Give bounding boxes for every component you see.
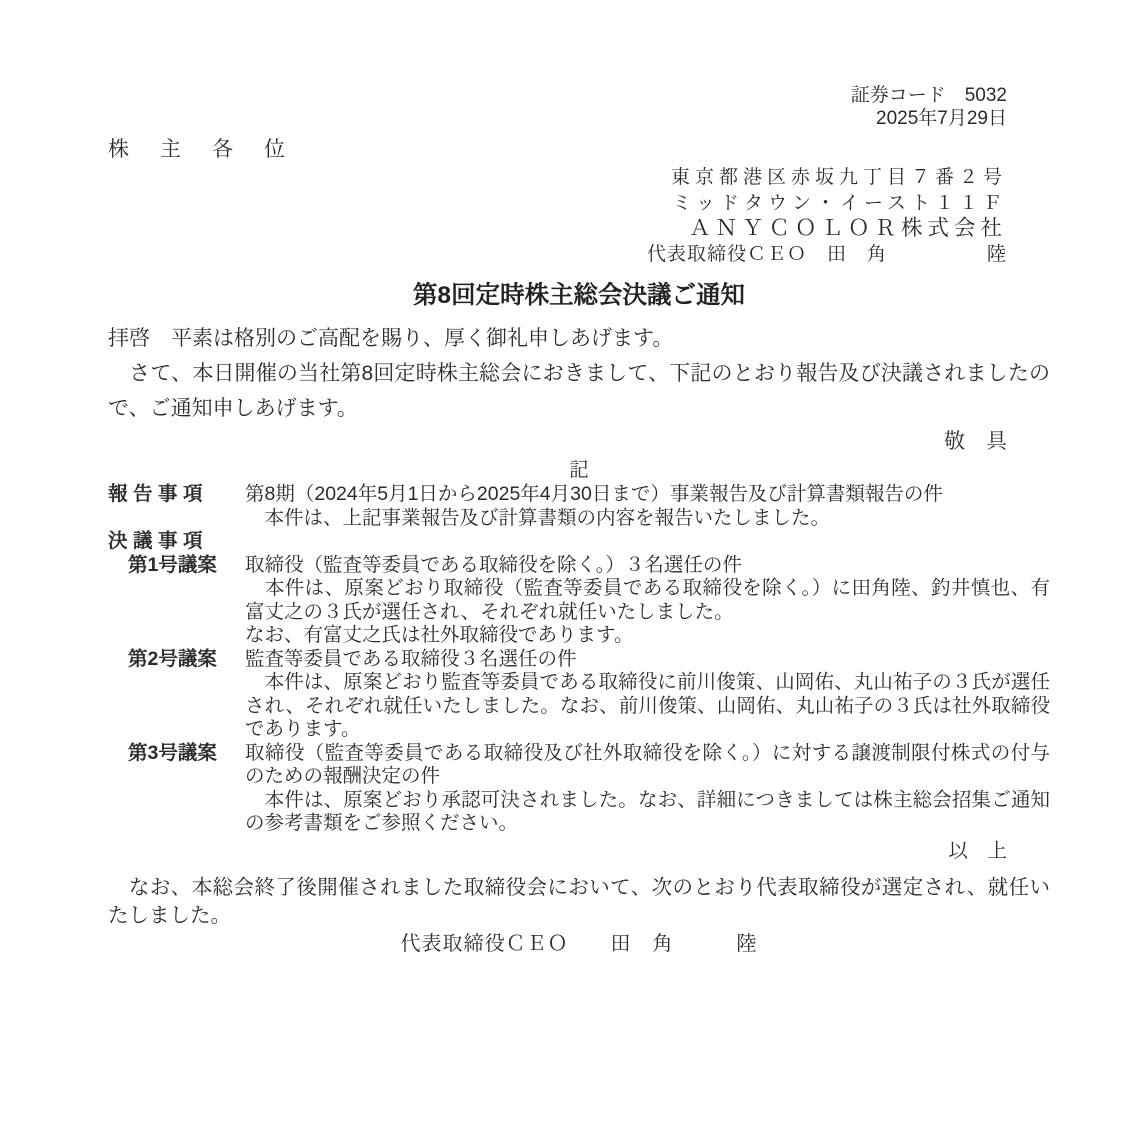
report-item-body: 本件は、上記事業報告及び計算書類の内容を報告いたしました。	[245, 506, 831, 529]
postscript-paragraph: なお、本総会終了後開催されました取締役会において、次のとおり代表取締役が選定され、就任いたしました。	[108, 875, 1050, 927]
end-word: 以 上	[948, 839, 1007, 862]
sender-address-line1: 東京都港区赤坂九丁目７番２号	[670, 167, 1007, 188]
proposal-2-content	[245, 648, 1050, 742]
record-marker: 記	[569, 459, 589, 481]
report-matters-row	[108, 483, 1050, 530]
proposal-1-row	[108, 554, 1050, 648]
proposal-2-body: 本件は、原案どおり監査等委員である取締役に前川俊策、山岡佑、丸山祐子の３氏が選任され、それぞれ就任いたしました。なお、前川俊策、山岡佑、丸山祐子の３氏は社外取締役であります。	[245, 671, 1050, 740]
proposal-2-title: 監査等委員である取締役３名選任の件	[245, 647, 577, 670]
proposal-1-body: 本件は、原案どおり取締役（監査等委員である取締役を除く。）に田角陸、釣井慎也、有富丈之の３氏が選任され、それぞれ就任いたしました。	[245, 577, 1050, 623]
sender-representative: 代表取締役ＣＥＯ 田 角 陸	[646, 243, 1007, 265]
sender-block	[108, 165, 1050, 267]
addressee-line: 株主各位	[108, 138, 316, 161]
closing-word: 敬 具	[944, 430, 1007, 453]
proposal-1-title: 取締役（監査等委員である取締役を除く。）３名選任の件	[245, 553, 742, 576]
sender-address-line2: ミッドタウン・イースト１１Ｆ	[672, 192, 1007, 214]
proposal-3-title: 取締役（監査等委員である取締役及び社外取締役を除く。）に対する譲渡制限付株式の付与のための報酬決定の件	[245, 741, 1050, 787]
greeting-opening: 拝啓 平素は格別のご高配を賜り、厚く御礼申しあげます。	[108, 327, 674, 350]
report-matters-label: 報告事項	[108, 483, 209, 505]
report-matters-content	[245, 483, 1050, 530]
document-date: 2025年7月29日	[876, 108, 1007, 129]
proposal-3-body: 本件は、原案どおり承認可決されました。なお、詳細につきましては株主総会招集ご通知の参考書類をご参照ください。	[245, 788, 1050, 834]
proposal-2-row	[108, 648, 1050, 742]
resolution-matters-label: 決議事項	[108, 530, 209, 552]
greeting-body: さて、本日開催の当社第8回定時株主総会におきまして、下記のとおり報告及び決議されましたので、ご通知申しあげます。	[108, 362, 1050, 420]
record-section	[108, 483, 1050, 836]
proposal-2-label: 第2号議案	[128, 647, 217, 670]
proposal-3-row	[108, 742, 1050, 836]
proposal-3-content	[245, 742, 1050, 836]
security-code: 証券コード 5032	[850, 85, 1007, 106]
report-item-title: 第8期（2024年5月1日から2025年4月30日まで）事業報告及び計算書類報告の件	[245, 483, 943, 505]
proposal-3-label: 第3号議案	[128, 741, 217, 764]
proposal-1-content	[245, 554, 1050, 648]
appointment-line: 代表取締役ＣＥＯ 田 角 陸	[400, 932, 758, 955]
document-header	[108, 84, 1050, 130]
sender-company-name: ＡＮＹＣＯＬＯＲ株式会社	[688, 216, 1007, 240]
proposal-1-label: 第1号議案	[128, 553, 217, 576]
document-title: 第8回定時株主総会決議ご通知	[412, 282, 746, 309]
proposal-1-note: なお、有富丈之氏は社外取締役であります。	[245, 624, 634, 646]
